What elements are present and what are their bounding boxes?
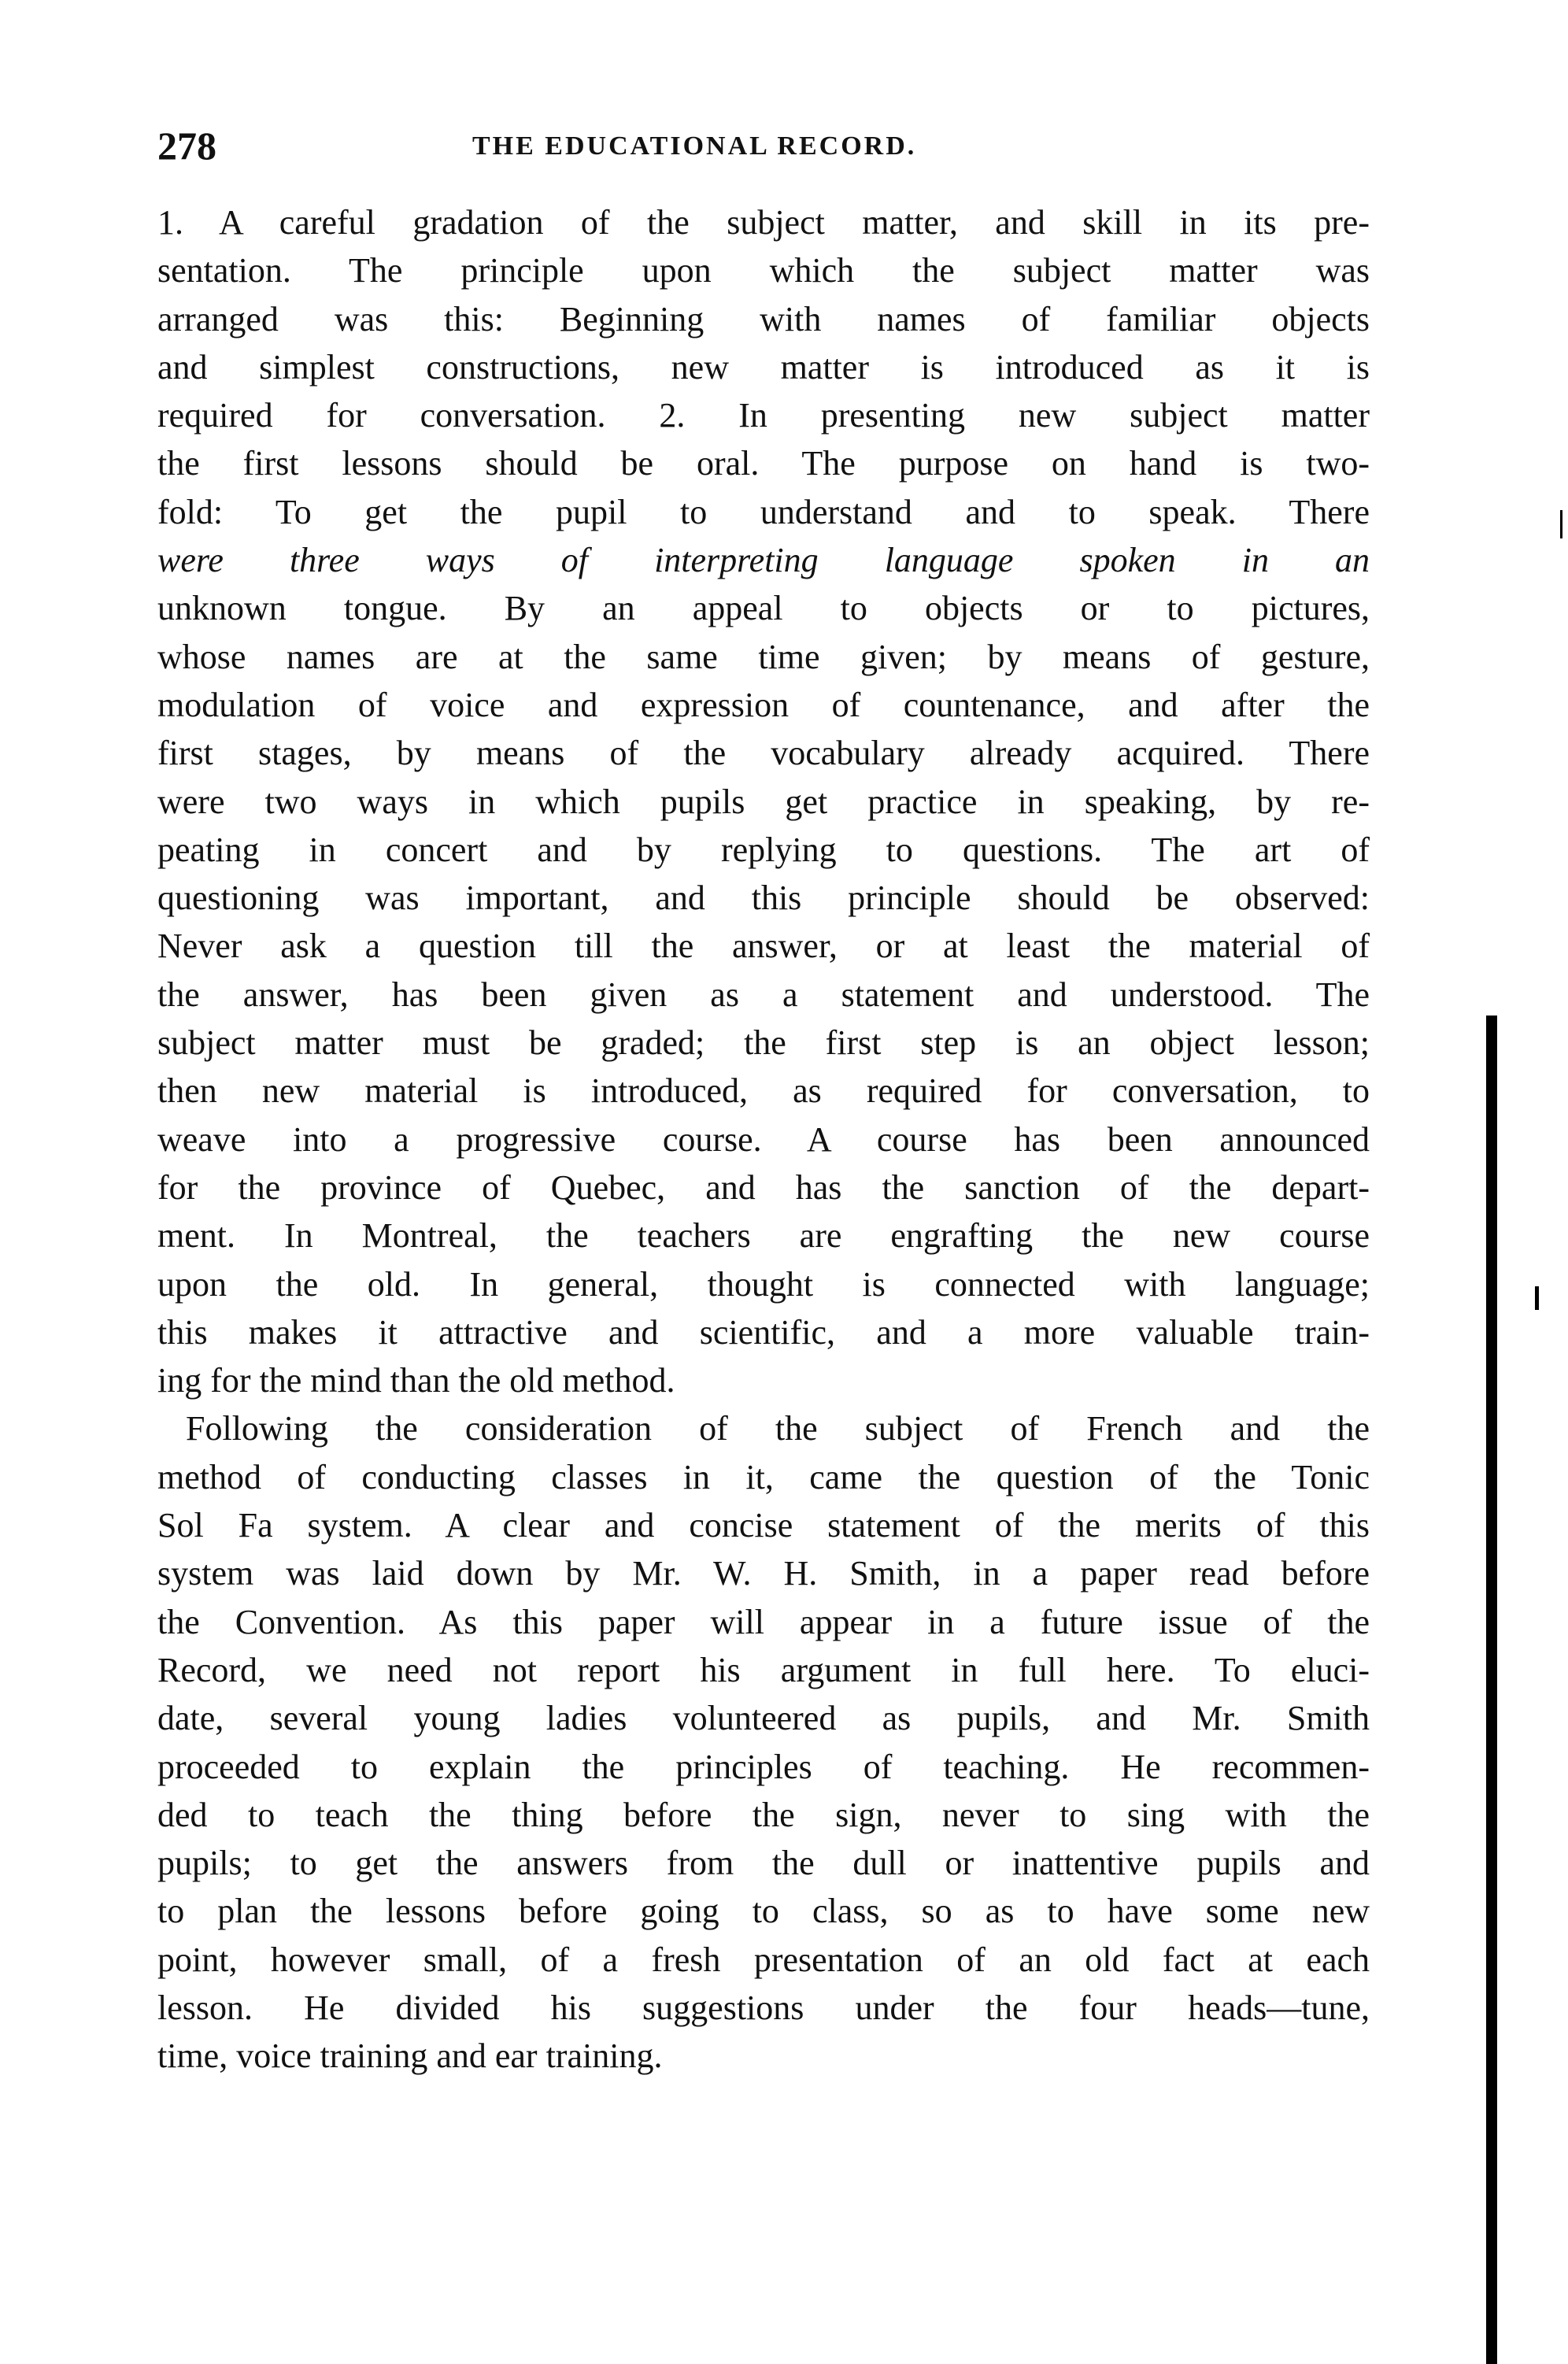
text-line: were three ways of interpreting language spoken in an [157,541,1370,580]
text-line: Sol Fa system. A clear and concise statement of the merits of this [157,1506,1370,1545]
text-line: the first lessons should be oral. The purpose on hand is two- [157,444,1370,483]
text-line: weave into a progressive course. A course has been announced [157,1119,1370,1159]
text-line: lesson. He divided his suggestions under the four heads—tune, [157,1988,1370,2027]
text-line: fold: To get the pupil to understand and to speak. There [157,492,1370,531]
text-line: time, voice training and ear training. [157,2037,663,2076]
text-line: date, several young ladies volunteered as pupils, and Mr. Smith [157,1699,1370,1738]
text-line: Following the consideration of the subject of French and the [186,1409,1370,1448]
text-line: required for conversation. 2. In presenting new subject matter [157,396,1370,435]
text-line: for the province of Quebec, and has the sanction of the depart- [157,1167,1370,1207]
body-text [157,198,1370,2081]
text-line: modulation of voice and expression of countenance, and after the [157,685,1370,724]
text-line: subject matter must be graded; the first step is an object lesson; [157,1023,1370,1063]
margin-mark [1535,1286,1539,1310]
text-line: unknown tongue. By an appeal to objects or to pictures, [157,589,1370,628]
page-header [157,118,1354,173]
text-line: method of conducting classes in it, came the question of the Tonic [157,1457,1370,1496]
text-line: system was laid down by Mr. W. H. Smith, in a paper read before [157,1554,1370,1593]
text-line: Record, we need not report his argument in full here. To eluci- [157,1650,1370,1689]
text-line: the Convention. As this paper will appear in a future issue of the [157,1602,1370,1641]
text-line: ing for the mind than the old method. [157,1361,675,1400]
text-line: then new material is introduced, as required for conversation, to [157,1071,1370,1111]
text-line: whose names are at the same time given; by means of gesture, [157,637,1370,676]
text-line: sentation. The principle upon which the subject matter was [157,251,1370,290]
text-line: ded to teach the thing before the sign, never to sing with the [157,1795,1370,1834]
text-line: upon the old. In general, thought is connected with language; [157,1264,1370,1304]
text-line: questioning was important, and this principle should be observed: [157,879,1370,918]
text-line: pupils; to get the answers from the dull or inattentive pupils and [157,1844,1370,1883]
text-line: and simplest constructions, new matter is introduced as it is [157,347,1370,387]
text-line: Never ask a question till the answer, or at least the material of [157,927,1370,966]
page-number: 278 [157,124,216,168]
running-head: THE EDUCATIONAL RECORD. [472,131,917,161]
text-line: 1. A careful gradation of the subject matter, and skill in its pre- [157,203,1370,242]
text-line: the answer, has been given as a statement and understood. The [157,975,1370,1014]
text-line: proceeded to explain the principles of teaching. He recommen- [157,1747,1370,1786]
margin-mark [1560,510,1562,538]
binding-edge-rule [1486,1016,1497,2364]
text-line: first stages, by means of the vocabulary already acquired. There [157,734,1370,773]
text-line: this makes it attractive and scientific, and a more valuable train- [157,1312,1370,1352]
text-line: peating in concert and by replying to questions. The art of [157,830,1370,869]
text-line: to plan the lessons before going to class, so as to have some new [157,1892,1370,1931]
text-line: point, however small, of a fresh presentation of an old fact at each [157,1940,1370,1979]
text-line: ment. In Montreal, the teachers are engrafting the new course [157,1216,1370,1256]
text-line: were two ways in which pupils get practice in speaking, by re- [157,782,1370,821]
text-line: arranged was this: Beginning with names of familiar objects [157,299,1370,339]
